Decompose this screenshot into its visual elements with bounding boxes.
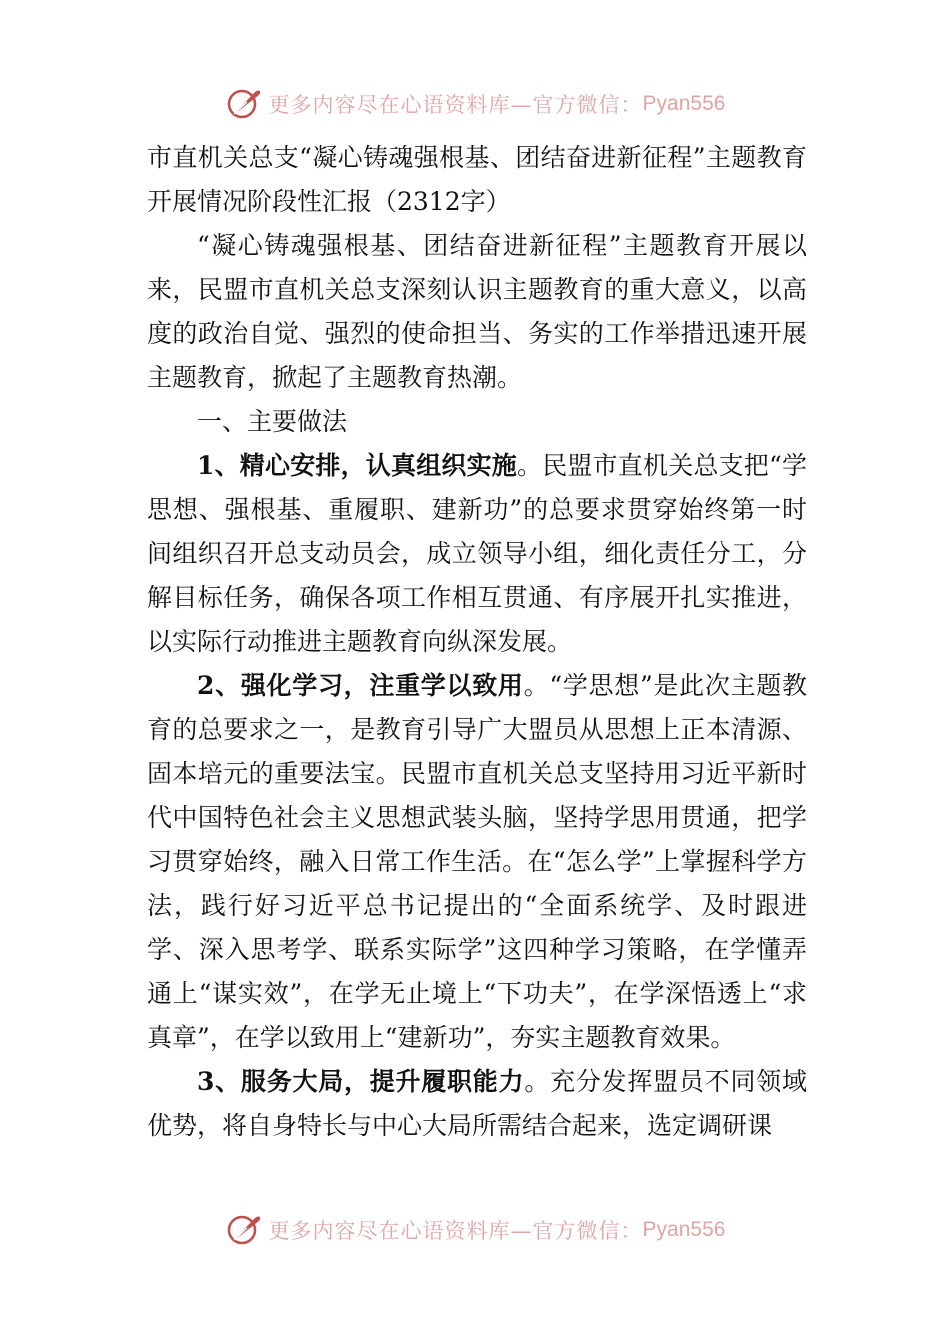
intro-paragraph: “凝心铸魂强根基、团结奋进新征程”主题教育开展以来，民盟市直机关总支深刻认识主题教育的重大意义，以高度的政治自觉、强烈的使命担当、务实的工作举措迅速开展主题教育，掀起了主题教育热潮。	[147, 231, 807, 392]
item-paragraph-3	[147, 1060, 807, 1148]
item-lead: 3、服务大局，提升履职能力	[197, 1067, 525, 1096]
item-paragraph-2	[147, 664, 807, 1060]
watermark-text: 更多内容尽在心语资料库—官方微信：	[268, 93, 643, 117]
document-body	[147, 136, 807, 1148]
watermark-wechat-id: Pyan556	[642, 1218, 726, 1241]
item-paragraph-1	[147, 444, 807, 664]
section-heading: 一、主要做法	[197, 407, 348, 436]
item-body: 。“学思想”是此次主题教育的总要求之一，是教育引导广大盟员从思想上正本清源、固本培元的重要法宝。民盟市直机关总支坚持用习近平新时代中国特色社会主义思想武装头脑，坚持学思用贯通，把学习贯穿始终，融入日常工作生活。在“怎么学”上掌握科学方法，践行好习近平总书记提出的“全面系统学、及时跟进学、深入思考学、联系实际学”这四种学习策略，在学懂弄通上“谋实效”，在学无止境上“下功夫”，在学深悟透上“求真章”，在学以致用上“建新功”，夯实主题教育效果。	[147, 671, 807, 1052]
quill-logo-icon	[225, 1210, 265, 1250]
item-lead: 1、精心安排，认真组织实施	[197, 451, 517, 480]
watermark-wechat-id: Pyan556	[642, 92, 726, 115]
item-lead: 2、强化学习，注重学以致用	[197, 671, 524, 700]
watermark-banner-bottom	[0, 1210, 950, 1250]
quill-logo-icon	[225, 84, 265, 124]
watermark-banner-top	[0, 84, 950, 124]
document-title: 市直机关总支“凝心铸魂强根基、团结奋进新征程”主题教育开展情况阶段性汇报（2312字）	[147, 143, 807, 216]
watermark-text: 更多内容尽在心语资料库—官方微信：	[268, 1219, 643, 1243]
item-body: 。民盟市直机关总支把“学思想、强根基、重履职、建新功”的总要求贯穿始终第一时间组织召开总支动员会，成立领导小组，细化责任分工，分解目标任务，确保各项工作相互贯通、有序展开扎实推进，以实际行动推进主题教育向纵深发展。	[147, 451, 807, 656]
item-body: 。充分发挥盟员不同领域优势，将自身特长与中心大局所需结合起来，选定调研课	[147, 1067, 807, 1140]
